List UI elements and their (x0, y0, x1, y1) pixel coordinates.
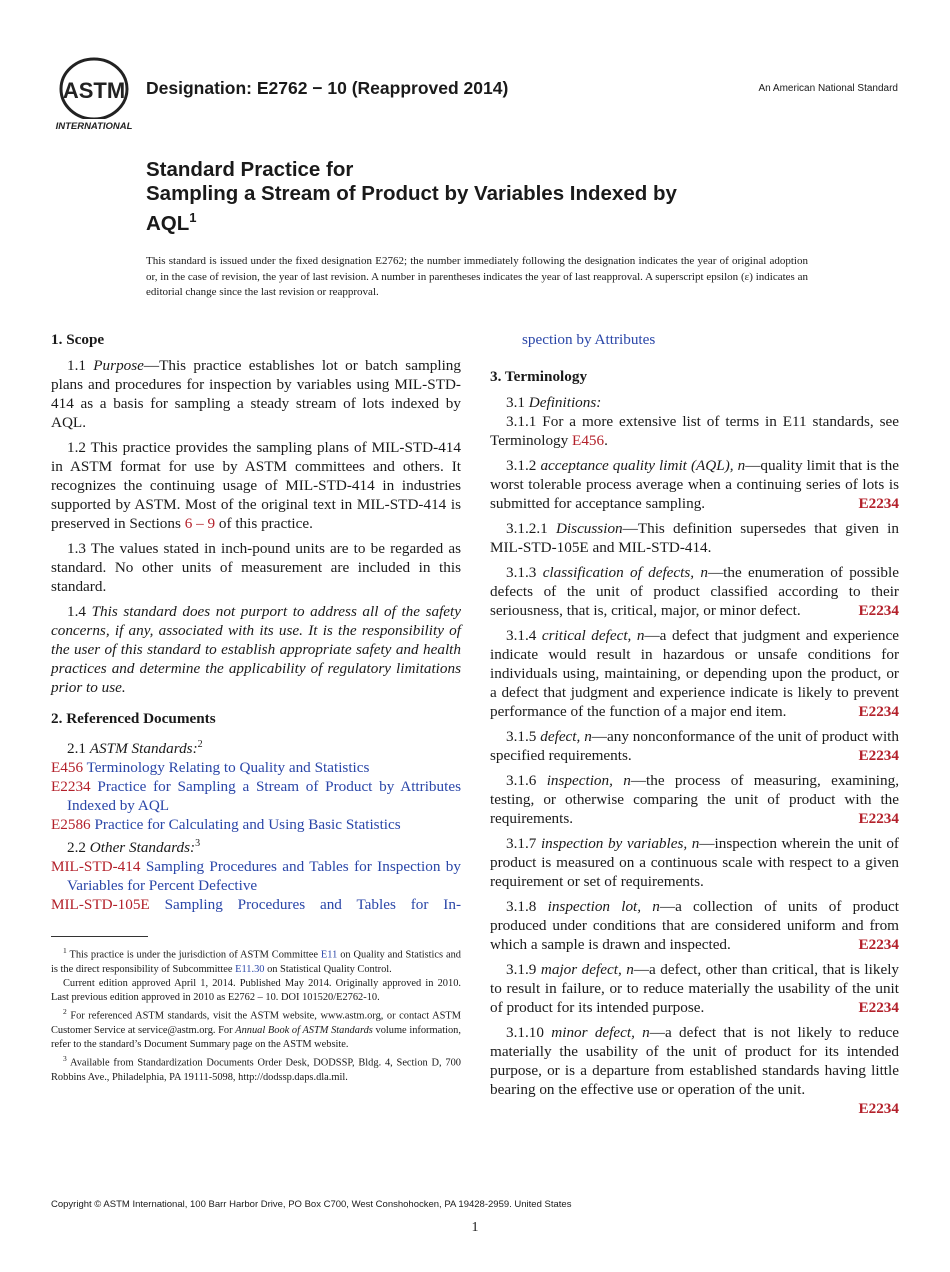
footnote-mark: 2 (197, 739, 203, 750)
term-definition: —This definition supersedes that given in MIL-STD-105E and MIL-STD-414. (490, 520, 899, 556)
term-source-link[interactable]: E2234 (858, 495, 899, 512)
footnote-text: This practice is under the jurisdiction of ASTM Committee (66, 949, 321, 961)
term-definition: —the enumeration of possible defects of the unit of product classified according to their seriousness, that is, critical, major, or minor defect. (490, 564, 899, 619)
term-source-link[interactable]: E2234 (858, 1100, 899, 1117)
term-definition: —inspection wherein the unit of product is measured on a continuous scale with respect to a given requirement or set of requirements. (490, 835, 899, 890)
reference-title-link-part[interactable]: spection by Attributes (522, 331, 656, 348)
term-entry (490, 960, 899, 1017)
term-entry (490, 771, 899, 828)
para-label: Other Standards: (89, 839, 196, 857)
term-source-link[interactable]: E2234 (858, 747, 899, 764)
footnote-text: Available from Standardization Documents Order Desk, DODSSP, Bldg. 4, Section D, 700 Robbins Ave., Philadelphia, PA 19111-5098, http://dodssp.daps.dla.mil. (51, 1057, 461, 1084)
para-tail: of this practice. (215, 515, 313, 532)
para-text: This standard does not purport to address all of the safety concerns, if any, associated with its use. It is the responsibility of the user of this standard to establish appropriate safety and health practices and determine the applicability of regulatory limitations prior to use. (51, 603, 462, 696)
para-number: 1.4 (67, 603, 92, 620)
astm-logo (52, 56, 136, 134)
footnote-mark: 1 (63, 946, 67, 955)
reference-title-link[interactable]: Practice for Calculating and Using Basic Statistics (94, 816, 401, 834)
term-entry (490, 456, 899, 513)
term-name: critical defect, n (541, 627, 645, 644)
scope-1-1 (51, 356, 461, 432)
astm-standards-label (51, 735, 461, 758)
reference-code-link[interactable]: E2586 (51, 816, 91, 834)
copyright: Copyright © ASTM International, 100 Barr Harbor Drive, PO Box C700, West Conshohocken, PA 19428-2959. United States (51, 1199, 572, 1210)
right-column (490, 330, 899, 1124)
para-text: —This practice establishes lot or batch sampling plans and procedures for inspection by variables using MIL-STD-414 as a basis for sampling a steady stream of lots indexed by AQL. (51, 357, 461, 431)
term-number: 3.1.10 (506, 1024, 552, 1041)
footnote-divider (51, 936, 148, 937)
definitions-label (490, 393, 899, 412)
reference-item (51, 815, 461, 834)
svg-text:INTERNATIONAL: INTERNATIONAL (55, 121, 133, 132)
para-text: 3.1.1 For a more extensive list of terms in E11 standards, see Terminology (490, 413, 899, 449)
term-name: Discussion (555, 520, 623, 537)
term-name: acceptance quality limit (AQL), n (540, 457, 746, 474)
title-line-1: Standard Practice for (146, 158, 354, 181)
para-number: 2.2 (67, 839, 90, 857)
term-definition: —a defect that judgment and experience indicate would result in hazardous or unsafe conditions for individuals using, maintaining, or depending upon the product, or a defect that judgment and experience indicate is likely to prevent performance of the function of a major end item. (490, 627, 899, 720)
reference-code-link[interactable]: E456 (51, 759, 84, 777)
para-number: 3.1 (506, 394, 529, 411)
term-name: minor defect, n (551, 1024, 650, 1041)
intro-note: This standard is issued under the fixed designation E2762; the number immediately following the designation indicates the year of original adoption or, in the case of revision, the year of last revision. A number in parentheses indicates the year of last reapproval. A superscript epsilon (ε) indicates an editorial change since the last revision or reapproval. (146, 255, 808, 298)
footnote-text: volume information, refer to the standard’s Document Summary page on the ASTM website. (51, 1024, 461, 1051)
term-entry (490, 897, 899, 954)
reference-title-link-part[interactable]: Sampling Procedures and Tables for In- (164, 896, 462, 914)
terminology-link[interactable]: E456 (572, 432, 605, 449)
title-aql: AQL (146, 211, 190, 235)
footnote-mark: 3 (195, 838, 201, 850)
term-name: inspection lot, n (547, 898, 660, 915)
footnote-text: on Statistical Quality Control. (264, 963, 392, 975)
term-number: 3.1.3 (506, 564, 543, 581)
sections-link[interactable]: 6 – 9 (184, 515, 216, 532)
footnote-3 (51, 1052, 461, 1085)
reference-item (51, 777, 461, 815)
scope-1-3: 1.3 The values stated in inch-pound units are to be regarded as standard. No other units of measurement are included in this standard. (51, 540, 461, 595)
terminology-heading: 3. Terminology (490, 368, 588, 385)
astm-logo-icon (52, 56, 136, 134)
term-number: 3.1.2.1 (506, 520, 556, 537)
scope-1-4 (51, 602, 461, 697)
footnote-text: on Quality and Statistics and is the direct responsibility of Subcommittee (51, 949, 461, 975)
title-line-2: Sampling a Stream of Product by Variables Indexed by (146, 182, 677, 205)
term-name: classification of defects, n (542, 564, 708, 581)
term-source-link[interactable]: E2234 (858, 810, 899, 827)
term-source-link[interactable]: E2234 (858, 602, 899, 619)
footnote-mark: 2 (63, 1007, 67, 1017)
term-name: inspection by variables, n (540, 835, 700, 852)
reference-item (51, 857, 461, 895)
para-text: 1.2 This practice provides the sampling plans of MIL-STD-414 in ASTM format for use by ASTM committees and others. It recognizes the continuing usage of MIL-STD-414 in industries supported by ASTM. Most of the original text in MIL-STD-414 is preserved in Sections (51, 439, 461, 532)
standard-type: An American National Standard (758, 83, 898, 94)
term-definition: —any nonconformance of the unit of product with specified requirements. (490, 728, 900, 764)
reference-title-link[interactable]: Practice for Sampling a Stream of Product by Attributes Indexed by AQL (67, 778, 461, 815)
term-number: 3.1.9 (506, 961, 541, 978)
para-number: 2.1 (67, 740, 90, 758)
term-name: defect, n (540, 728, 592, 745)
subcommittee-link[interactable]: E11.30 (235, 963, 265, 975)
para-label: Definitions: (528, 394, 602, 411)
term-entry (490, 519, 899, 557)
footnote-2 (51, 1005, 461, 1052)
other-standards-label (51, 834, 461, 857)
term-definition: —quality limit that is the worst tolerable process average when a continuing series of lots is submitted for acceptance sampling. (490, 457, 899, 512)
term-source-link[interactable]: E2234 (858, 999, 899, 1016)
title-footnote-mark: 1 (189, 210, 197, 225)
referenced-heading: 2. Referenced Documents (51, 710, 216, 727)
document-title (146, 158, 677, 236)
term-number: 3.1.4 (506, 627, 542, 644)
term-entry (490, 563, 899, 620)
reference-code-link[interactable]: MIL-STD-414 (51, 858, 141, 876)
term-source-link[interactable]: E2234 (858, 703, 899, 720)
scope-1-2 (51, 438, 461, 533)
term-entry (490, 626, 899, 721)
term-definition: —a defect, other than critical, that is likely to result in failure, or to reduce materially the usability of the unit of product for its intended purpose. (490, 961, 900, 1016)
committee-link[interactable]: E11 (320, 949, 338, 961)
term-number: 3.1.2 (506, 457, 541, 474)
para-label: ASTM Standards: (89, 740, 198, 758)
reference-item (51, 895, 461, 914)
para-number: 1.1 (67, 357, 94, 374)
footnote-1 (51, 944, 461, 977)
footnote-1-edition: Current edition approved April 1, 2014. Published May 2014. Originally approved in 2010. Last previous edition approved in 2010 as E2762 – 10. DOI 101520/E2762-10. (51, 977, 461, 1004)
footnotes (51, 944, 461, 1085)
reference-code-link[interactable]: E2234 (51, 778, 91, 796)
scope-heading: 1. Scope (51, 331, 105, 348)
page-number: 1 (471, 1220, 479, 1235)
term-name: major defect, n (540, 961, 634, 978)
term-3-1-1 (490, 412, 899, 450)
reference-item (51, 758, 461, 777)
footnote-text: For referenced ASTM standards, visit the ASTM website, www.astm.org, or contact ASTM Customer Service at service@astm.org. For (51, 1010, 461, 1036)
reference-title-link[interactable]: Sampling Procedures and Tables for Inspection by Variables for Percent Defective (67, 858, 461, 895)
svg-text:ASTM: ASTM (62, 78, 126, 103)
reference-code-link[interactable]: MIL-STD-105E (51, 896, 150, 914)
para-label: Purpose (93, 357, 144, 374)
term-definition: —the process of measuring, examining, testing, or otherwise comparing the unit of product with the requirements. (490, 772, 899, 827)
reference-title-link[interactable]: Terminology Relating to Quality and Statistics (86, 759, 370, 777)
left-column (51, 330, 461, 914)
term-list (490, 456, 899, 1118)
term-entry (490, 834, 899, 891)
term-number: 3.1.8 (506, 898, 548, 915)
footnote-mark: 3 (63, 1054, 67, 1064)
term-definition: —a collection of units of product produced under conditions that are considered uniform and from which a sample is drawn and inspected. (490, 898, 899, 953)
footnote-italic: Annual Book of ASTM Standards (235, 1024, 373, 1036)
title-line-3 (146, 206, 677, 236)
para-tail: . (604, 432, 608, 449)
term-number: 3.1.6 (506, 772, 547, 789)
term-entry (490, 727, 899, 765)
term-source-link[interactable]: E2234 (858, 936, 899, 953)
term-entry (490, 1023, 899, 1118)
term-number: 3.1.7 (506, 835, 541, 852)
term-number: 3.1.5 (506, 728, 541, 745)
reference-continuation (490, 330, 899, 349)
designation: Designation: E2762 − 10 (Reapproved 2014) (146, 78, 509, 98)
term-name: inspection, n (546, 772, 631, 789)
term-definition: —a defect that is not likely to reduce materially the usability of the unit of product for its intended purpose, or is a departure from established standards having little bearing on the effective use or operation of the unit. (490, 1024, 900, 1098)
